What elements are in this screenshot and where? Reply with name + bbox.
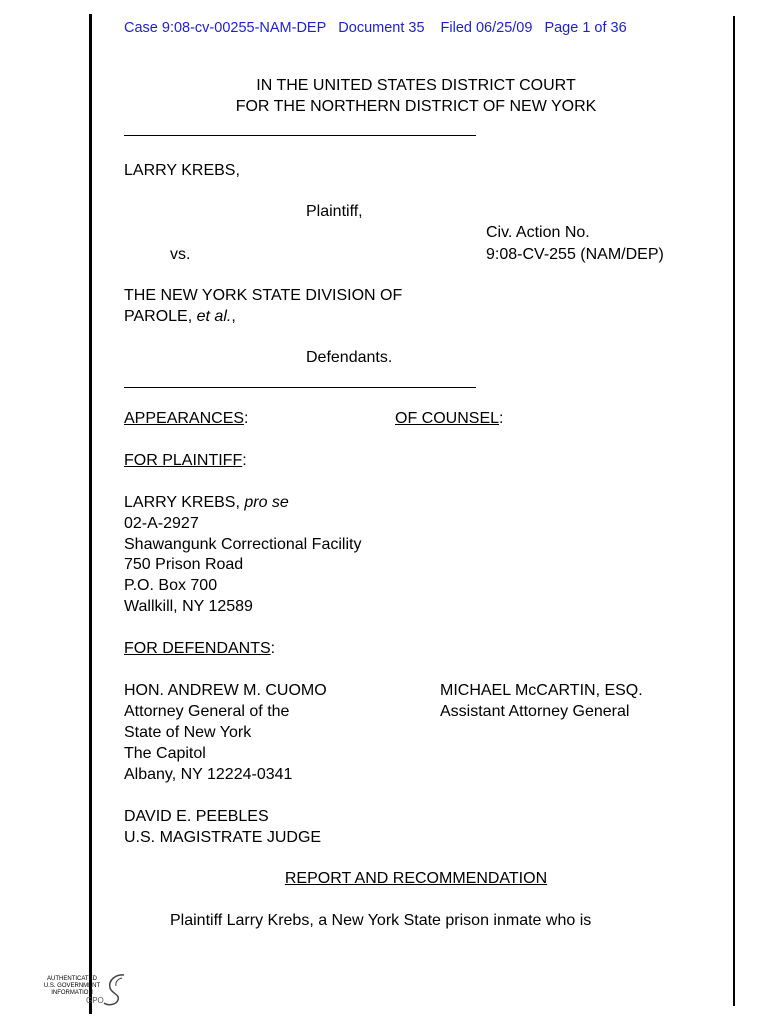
appearances-heading: APPEARANCES: [124, 410, 249, 427]
judge-name: DAVID E. PEEBLES [124, 808, 269, 825]
gpo-badge-text: AUTHENTICATED U.S. GOVERNMENT INFORMATION [43, 976, 101, 996]
plaintiff-role: Plaintiff, [306, 203, 363, 220]
caption-separator-bottom [124, 387, 476, 388]
report-first-line: Plaintiff Larry Krebs, a New York State prison inmate who is [170, 912, 592, 929]
document-number: Document 35 [338, 20, 425, 36]
defendants-address-line: The Capitol [124, 745, 206, 762]
report-title: REPORT AND RECOMMENDATION [284, 870, 548, 887]
civil-action-label: Civ. Action No. [486, 224, 590, 241]
gpo-mark: GPO [86, 996, 104, 1005]
defendants-counsel-name: MICHAEL McCARTIN, ESQ. [440, 682, 643, 699]
right-margin-rule [733, 16, 735, 1006]
plaintiff-address-line: 750 Prison Road [124, 556, 244, 573]
defendant-line2: PAROLE, et al., [124, 308, 236, 325]
for-defendants-heading: FOR DEFENDANTS: [124, 640, 276, 657]
for-plaintiff-heading: FOR PLAINTIFF: [124, 452, 247, 469]
pro-se: pro se [244, 494, 289, 511]
filed-date: Filed 06/25/09 [440, 20, 533, 36]
plaintiff-address-line: Wallkill, NY 12589 [124, 598, 253, 615]
defendants-address-line: Albany, NY 12224-0341 [124, 766, 293, 783]
versus: vs. [170, 246, 191, 263]
defendants-address-line: Attorney General of the [124, 703, 290, 720]
plaintiff-appearance-name: LARRY KREBS, pro se [124, 494, 289, 511]
page-indicator: Page 1 of 36 [544, 20, 627, 36]
caption-separator-top [124, 135, 476, 136]
of-counsel-heading: OF COUNSEL: [395, 410, 504, 427]
defendant-line1: THE NEW YORK STATE DIVISION OF [124, 287, 403, 304]
et-al: et al. [196, 308, 232, 325]
defendants-counsel-title: Assistant Attorney General [440, 703, 630, 720]
plaintiff-name: LARRY KREBS, [124, 162, 240, 179]
court-title-line1: IN THE UNITED STATES DISTRICT COURT [256, 77, 576, 94]
defendants-address-line: State of New York [124, 724, 252, 741]
gpo-authentication-logo [40, 972, 132, 1008]
case-number: Case 9:08-cv-00255-NAM-DEP [124, 20, 327, 36]
plaintiff-address-line: Shawangunk Correctional Facility [124, 536, 362, 553]
defendants-address-line: HON. ANDREW M. CUOMO [124, 682, 327, 699]
plaintiff-address-line: P.O. Box 700 [124, 577, 218, 594]
court-title-line2: FOR THE NORTHERN DISTRICT OF NEW YORK [235, 98, 597, 115]
civil-action-number: 9:08-CV-255 (NAM/DEP) [486, 246, 664, 263]
judge-title: U.S. MAGISTRATE JUDGE [124, 829, 322, 846]
plaintiff-address-line: 02-A-2927 [124, 515, 199, 532]
left-margin-rule [89, 14, 92, 1014]
defendant-role: Defendants. [306, 349, 393, 366]
case-header [124, 18, 627, 38]
